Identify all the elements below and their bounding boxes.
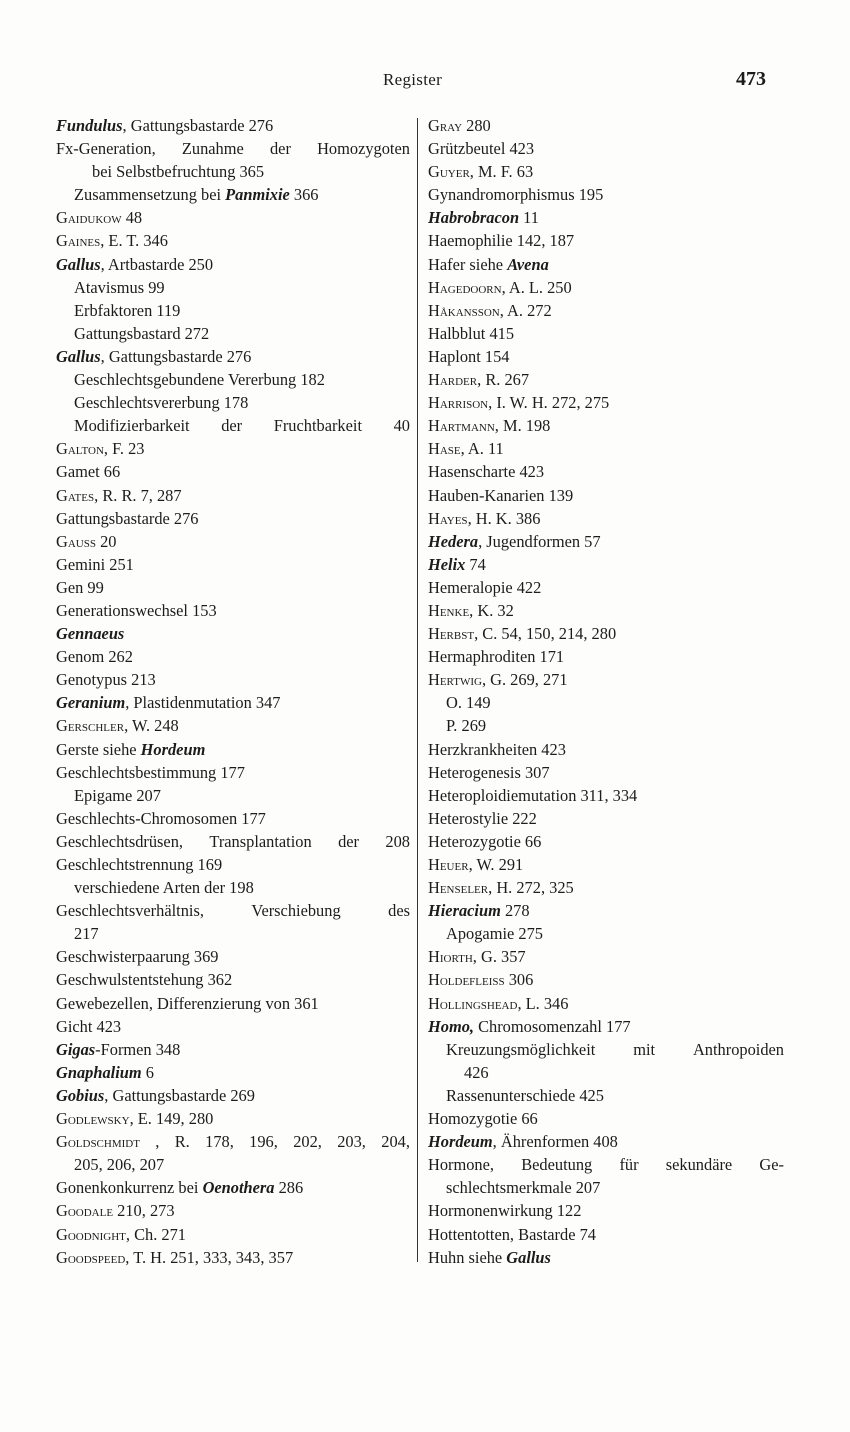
page-number: 473 <box>736 68 766 90</box>
index-entry-part: , Plastidenmutation 347 <box>125 693 281 713</box>
index-entry <box>56 137 410 160</box>
index-entry <box>428 968 784 991</box>
index-entry-part: Hertwig <box>428 670 482 690</box>
index-entry <box>56 391 410 414</box>
index-entry <box>428 1223 784 1246</box>
index-entry-part: Heterozygotie 66 <box>428 831 542 851</box>
index-entry-part: , R. 267 <box>477 370 530 390</box>
index-entry-part: , A. L. 250 <box>501 277 572 297</box>
index-entry-part: Gallus <box>506 1247 551 1267</box>
index-entry <box>428 183 784 206</box>
index-entry-word: Anthropoiden <box>692 1039 784 1059</box>
index-entry-part: Godlewsky <box>56 1109 130 1129</box>
index-entry <box>56 530 410 553</box>
index-entry <box>428 807 784 830</box>
index-entry-word: des <box>388 901 410 921</box>
index-entry-part: Genotypus 213 <box>56 670 156 690</box>
index-entry-part: 217 <box>74 924 99 944</box>
index-entry <box>428 1153 784 1176</box>
index-entry-part: Gewebezellen, Differenzierung von 361 <box>56 993 319 1013</box>
index-entry <box>428 945 784 968</box>
index-entry <box>428 322 784 345</box>
index-entry-word: 40 <box>393 416 410 436</box>
index-entry <box>56 899 410 922</box>
index-entry-part: Heterostylie 222 <box>428 808 537 828</box>
index-entry-part: Hasenscharte 423 <box>428 462 545 482</box>
index-entry <box>56 460 410 483</box>
index-entry <box>428 253 784 276</box>
index-entry-part: Geschlechts-Chromosomen 177 <box>56 808 266 828</box>
index-entry-word: 178, <box>205 1132 234 1152</box>
index-entry <box>428 553 784 576</box>
index-entry-part: Geschlechtstrennung 169 <box>56 855 223 874</box>
index-entry-part: Gonenkonkurrenz bei <box>56 1178 203 1198</box>
index-entry-part: Gamet 66 <box>56 462 121 482</box>
index-entry-part: Halbblut 415 <box>428 323 515 343</box>
index-entry-part: , E. T. 346 <box>100 231 168 251</box>
index-entry-part: , M. 198 <box>494 416 551 436</box>
index-entry <box>56 507 410 530</box>
index-entry-word: Transplantation <box>209 831 312 851</box>
index-entry <box>56 645 410 668</box>
index-entry-part: Gemini 251 <box>56 554 134 574</box>
index-entry <box>428 691 784 714</box>
index-entry <box>428 1176 784 1199</box>
index-entry <box>56 784 410 807</box>
index-entry-part: Gattungsbastarde 276 <box>56 508 199 528</box>
index-entry-part: 280 <box>462 116 491 135</box>
index-entry-part: Epigame 207 <box>74 785 161 805</box>
index-entry <box>56 992 410 1015</box>
index-entry <box>428 1107 784 1130</box>
index-entry-part: Hordeum <box>140 739 206 759</box>
index-entry-part: Gen 99 <box>56 577 104 597</box>
index-entry-part: Heteroploidiemutation 311, 334 <box>428 785 638 805</box>
index-entry <box>428 460 784 483</box>
index-entry-part: Geranium <box>56 693 126 713</box>
index-entry <box>428 784 784 807</box>
index-entry-part: Harrison <box>428 393 489 413</box>
index-entry-part: Hemeralopie 422 <box>428 577 542 597</box>
index-entry <box>56 1061 410 1084</box>
index-entry-part: , Ährenformen 408 <box>492 1132 618 1152</box>
index-entry <box>428 160 784 183</box>
index-entry-word: 202, <box>293 1132 322 1152</box>
index-entry <box>56 1107 410 1130</box>
index-entry-part: 205, 206, 207 <box>74 1155 165 1175</box>
index-entry <box>428 276 784 299</box>
index-entry-part: , Gattungsbastarde 276 <box>122 116 274 135</box>
index-entry-part: , G. 357 <box>472 947 526 967</box>
index-entry-word: Ge- <box>759 1155 784 1175</box>
index-entry <box>428 761 784 784</box>
index-entry-part: -Formen 348 <box>95 1039 181 1059</box>
index-entry-part: Hermaphroditen 171 <box>428 647 565 667</box>
index-entry-part: Herzkrankheiten 423 <box>428 739 566 759</box>
index-entry-word: Fx-Generation, <box>56 139 156 159</box>
index-entry-part: Fundulus <box>56 116 123 135</box>
index-entry-part: 278 <box>500 901 530 921</box>
index-entry <box>56 922 410 945</box>
index-column-left <box>56 114 410 1269</box>
index-entry <box>428 206 784 229</box>
index-entry <box>56 1130 410 1153</box>
index-entry-part: Holdefleiss <box>428 970 505 990</box>
index-entry-part: Håkansson <box>428 300 500 320</box>
index-entry <box>428 599 784 622</box>
index-entry-part: , H. 272, 325 <box>488 878 574 898</box>
index-entry-part: Gnaphalium <box>56 1062 142 1082</box>
index-entry-part: , I. W. H. 272, 275 <box>488 393 610 413</box>
index-entry-part: Apogamie 275 <box>446 924 543 944</box>
index-entry <box>56 599 410 622</box>
index-entry-part: Geschlechtsbestimmung 177 <box>56 762 245 782</box>
index-entry <box>56 830 410 853</box>
index-entry-part: Gicht 423 <box>56 1016 122 1036</box>
index-entry-part: Harder <box>428 370 478 390</box>
index-entry-part: Gobius <box>56 1085 105 1105</box>
index-entry-part: Guyer <box>428 162 470 182</box>
index-entry-part: Generationswechsel 153 <box>56 600 217 620</box>
index-entry <box>56 160 410 183</box>
index-entry <box>56 484 410 507</box>
index-entry-part: , Gattungsbastarde 269 <box>104 1085 255 1105</box>
index-entry-part: Geschwisterpaarung 369 <box>56 947 219 967</box>
index-entry-part: 48 <box>121 208 143 228</box>
index-entry-part: Hafer siehe <box>428 254 508 274</box>
index-entry <box>428 922 784 945</box>
index-entry-part: Heterogenesis 307 <box>428 762 550 782</box>
index-entry-part: Rassenunterschiede 425 <box>446 1085 604 1105</box>
index-entry-part: Gaidukow <box>56 208 122 228</box>
index-entry-part: Goodale <box>56 1201 114 1221</box>
index-entry-part: Gerschler <box>56 716 125 736</box>
index-entry-part: Grützbeutel 423 <box>428 139 535 159</box>
index-entry-part: 11 <box>519 208 539 228</box>
index-entry <box>428 1130 784 1153</box>
index-entry <box>56 945 410 968</box>
index-entry-part: Haplont 154 <box>428 346 510 366</box>
index-entry-part: Hollingshead <box>428 993 518 1013</box>
index-entry-part: Oenothera <box>202 1178 275 1198</box>
index-entry-word: Fruchtbarkeit <box>273 416 363 436</box>
index-entry <box>428 830 784 853</box>
index-entry <box>56 114 410 137</box>
index-entry-part: Gauss <box>56 531 96 551</box>
index-entry <box>428 507 784 530</box>
index-entry <box>56 437 410 460</box>
index-entry <box>56 807 410 830</box>
index-entry-part: , M. F. 63 <box>469 162 534 182</box>
index-entry-part: Geschlechtsvererbung 178 <box>74 393 249 413</box>
index-entry-word: 203, <box>337 1132 366 1152</box>
index-entry-part: , A. 272 <box>499 300 552 320</box>
index-entry <box>428 437 784 460</box>
index-column-right <box>428 114 784 1269</box>
index-entry <box>56 576 410 599</box>
index-entry <box>428 1015 784 1038</box>
index-entry-word: , <box>155 1132 160 1152</box>
index-entry <box>428 1246 784 1269</box>
index-entry-part: , E. 149, 280 <box>129 1109 214 1129</box>
index-entry-part: Avena <box>507 254 549 274</box>
index-entry-part: Gray <box>428 116 463 135</box>
index-entry-word: Bedeutung <box>521 1155 593 1175</box>
index-entry-part: P. 269 <box>446 716 487 736</box>
index-entry <box>56 183 410 206</box>
index-entry-part: Hottentotten, Bastarde 74 <box>428 1224 596 1244</box>
index-entry <box>56 1176 410 1199</box>
index-entry-part: Hartmann <box>428 416 495 436</box>
index-entry-part: Panmixie <box>225 185 290 205</box>
index-entry-part: Gallus <box>56 254 101 274</box>
index-entry <box>428 853 784 876</box>
index-entry <box>56 691 410 714</box>
index-entry-part: Geschlechtsgebundene Vererbung 182 <box>74 370 325 390</box>
running-header <box>0 68 850 96</box>
index-entry <box>56 206 410 229</box>
index-entry-word: der <box>269 139 291 159</box>
index-entry-word: 208 <box>385 831 410 851</box>
index-entry <box>56 299 410 322</box>
index-entry-part: Gattungsbastard 272 <box>74 323 210 343</box>
index-entry-part: Hedera <box>428 531 479 551</box>
index-entry-part: , T. H. 251, 333, 343, 357 <box>125 1247 294 1267</box>
index-entry-part: Heuer <box>428 855 469 874</box>
index-entry <box>56 229 410 252</box>
index-entry-part: Chromosomenzahl 177 <box>474 1016 631 1036</box>
index-entry <box>428 576 784 599</box>
index-entry <box>56 622 410 645</box>
index-entry-part: Hase <box>428 439 461 459</box>
index-entry <box>428 899 784 922</box>
index-entry <box>428 229 784 252</box>
index-entry <box>56 253 410 276</box>
index-entry <box>56 276 410 299</box>
index-entry <box>428 645 784 668</box>
index-entry <box>428 1038 784 1061</box>
index-entry-part: Genom 262 <box>56 647 133 667</box>
index-entry <box>428 368 784 391</box>
index-entry-part: Henke <box>428 600 470 620</box>
index-entry-part: 426 <box>464 1062 489 1082</box>
index-entry-part: Hieracium <box>428 901 501 921</box>
index-entry-part: , Artbastarde 250 <box>100 254 214 274</box>
index-entry <box>428 992 784 1015</box>
index-entry-part: Gigas <box>56 1039 96 1059</box>
index-entry-word: Kreuzungsmöglichkeit <box>446 1039 596 1059</box>
index-entry-part: bei Selbstbefruchtung 365 <box>92 162 265 182</box>
index-entry-part: Haemophilie 142, 187 <box>428 231 575 251</box>
index-entry-word: Modifizierbarkeit <box>74 416 190 436</box>
index-entry-part: Henseler <box>428 878 489 898</box>
index-entry-part: Hordeum <box>428 1132 493 1152</box>
index-entry <box>428 1084 784 1107</box>
index-entry-part: Goodspeed <box>56 1247 126 1267</box>
index-entry <box>428 738 784 761</box>
index-entry <box>56 1084 410 1107</box>
index-entry-part: 366 <box>289 185 319 205</box>
index-entry-part: 286 <box>274 1178 304 1198</box>
index-entry-part: , F. 23 <box>103 439 145 459</box>
index-entry <box>428 530 784 553</box>
index-entry-part: Homozygotie 66 <box>428 1109 538 1129</box>
index-entry <box>56 738 410 761</box>
index-entry-part: , Jugendformen 57 <box>478 531 601 551</box>
index-entry-word: 204, <box>381 1132 410 1152</box>
index-entry-word: Zunahme <box>181 139 244 159</box>
index-entry <box>428 622 784 645</box>
column-divider <box>417 118 418 1262</box>
index-entry-part: , H. K. 386 <box>467 508 541 528</box>
index-entry-part: , K. 32 <box>469 600 514 620</box>
index-entry-part: , W. 248 <box>124 716 179 736</box>
index-entry-word: Goldschmidt <box>56 1132 140 1152</box>
running-title: Register <box>383 70 443 89</box>
index-entry-part: , R. R. 7, 287 <box>94 485 182 505</box>
index-entry-word: Geschlechtsdrüsen, <box>56 831 183 851</box>
index-entry <box>428 345 784 368</box>
index-entry-part: , L. 346 <box>517 993 569 1013</box>
index-entry-part: Atavismus 99 <box>74 277 165 297</box>
index-entry-part: Geschwulstentstehung 362 <box>56 970 233 990</box>
index-entry <box>56 876 410 899</box>
index-entry-word: R. <box>174 1132 190 1152</box>
index-entry-part: Gynandromorphismus 195 <box>428 185 604 205</box>
index-entry <box>428 114 784 137</box>
index-entry <box>56 322 410 345</box>
index-entry-part: , A. 11 <box>460 439 504 459</box>
index-entry-word: Homozygoten <box>317 139 410 159</box>
index-entry-part: Habrobracon <box>428 208 520 228</box>
index-entry <box>428 137 784 160</box>
index-entry <box>428 1199 784 1222</box>
index-entry <box>428 391 784 414</box>
index-entry <box>56 853 410 876</box>
index-entry-word: 196, <box>249 1132 278 1152</box>
index-entry <box>56 368 410 391</box>
index-entry-part: , C. 54, 150, 214, 280 <box>474 624 617 644</box>
index-entry <box>56 1199 410 1222</box>
index-entry <box>56 1038 410 1061</box>
index-entry-part: 20 <box>95 531 117 551</box>
index-entry-part: Zusammensetzung bei <box>74 185 226 205</box>
index-entry-word: Verschiebung <box>251 901 341 921</box>
index-entry-word: der <box>338 831 360 851</box>
index-entry-part: 210, 273 <box>113 1201 175 1221</box>
index-entry-part: O. 149 <box>446 693 491 713</box>
index-entry <box>56 1223 410 1246</box>
index-entry-part: Gaines <box>56 231 101 251</box>
index-entry-part: Erbfaktoren 119 <box>74 300 181 320</box>
index-entry <box>56 714 410 737</box>
index-entry-word: Geschlechtsverhältnis, <box>56 901 204 921</box>
index-entry-part: 306 <box>504 970 534 990</box>
index-entry <box>56 553 410 576</box>
index-entry-part: Gennaeus <box>56 624 125 644</box>
index-entry-part: Helix <box>428 554 466 574</box>
index-entry <box>428 1061 784 1084</box>
index-entry-part: Huhn siehe <box>428 1247 507 1267</box>
index-entry <box>56 345 410 368</box>
index-entry-word: sekundäre <box>665 1155 733 1175</box>
index-entry-part: Herbst <box>428 624 475 644</box>
index-entry <box>428 484 784 507</box>
index-entry-part: Gerste siehe <box>56 739 141 759</box>
index-entry <box>56 968 410 991</box>
index-entry <box>56 1246 410 1269</box>
index-entry <box>56 1153 410 1176</box>
index-entry-part: schlechtsmerkmale 207 <box>446 1178 601 1198</box>
index-entry-part: Gallus <box>56 346 101 366</box>
index-entry-part: Hayes <box>428 508 468 528</box>
index-entry-part: , G. 269, 271 <box>481 670 568 690</box>
index-entry-part: , Ch. 271 <box>125 1224 186 1244</box>
index-entry <box>56 414 410 437</box>
index-entry-part: Hauben-Kanarien 139 <box>428 485 574 505</box>
index-entry-part: 6 <box>141 1062 154 1082</box>
index-entry-part: Goodnight <box>56 1224 126 1244</box>
index-entry-part: Hiorth <box>428 947 473 967</box>
index-entry-part: Gates <box>56 485 95 505</box>
index-entry-part: Hormonenwirkung 122 <box>428 1201 582 1221</box>
index-entry-word: Hormone, <box>428 1155 495 1175</box>
index-entry <box>428 876 784 899</box>
index-entry-part: verschiedene Arten der 198 <box>74 878 254 898</box>
index-entry-part: Galton <box>56 439 104 459</box>
index-entry-part: , W. 291 <box>468 855 524 874</box>
index-entry-part: Hagedoorn <box>428 277 502 297</box>
index-entry <box>428 668 784 691</box>
index-entry-part: , Gattungsbastarde 276 <box>100 346 252 366</box>
index-entry-part: 74 <box>465 554 486 574</box>
index-entry-word: der <box>221 416 243 436</box>
index-entry <box>428 414 784 437</box>
index-entry-word: mit <box>633 1039 656 1059</box>
index-entry-word: für <box>619 1155 639 1175</box>
index-entry <box>56 761 410 784</box>
index-entry <box>56 1015 410 1038</box>
index-entry <box>56 668 410 691</box>
index-entry-part: Homo, <box>428 1016 474 1036</box>
index-entry <box>428 714 784 737</box>
index-entry <box>428 299 784 322</box>
